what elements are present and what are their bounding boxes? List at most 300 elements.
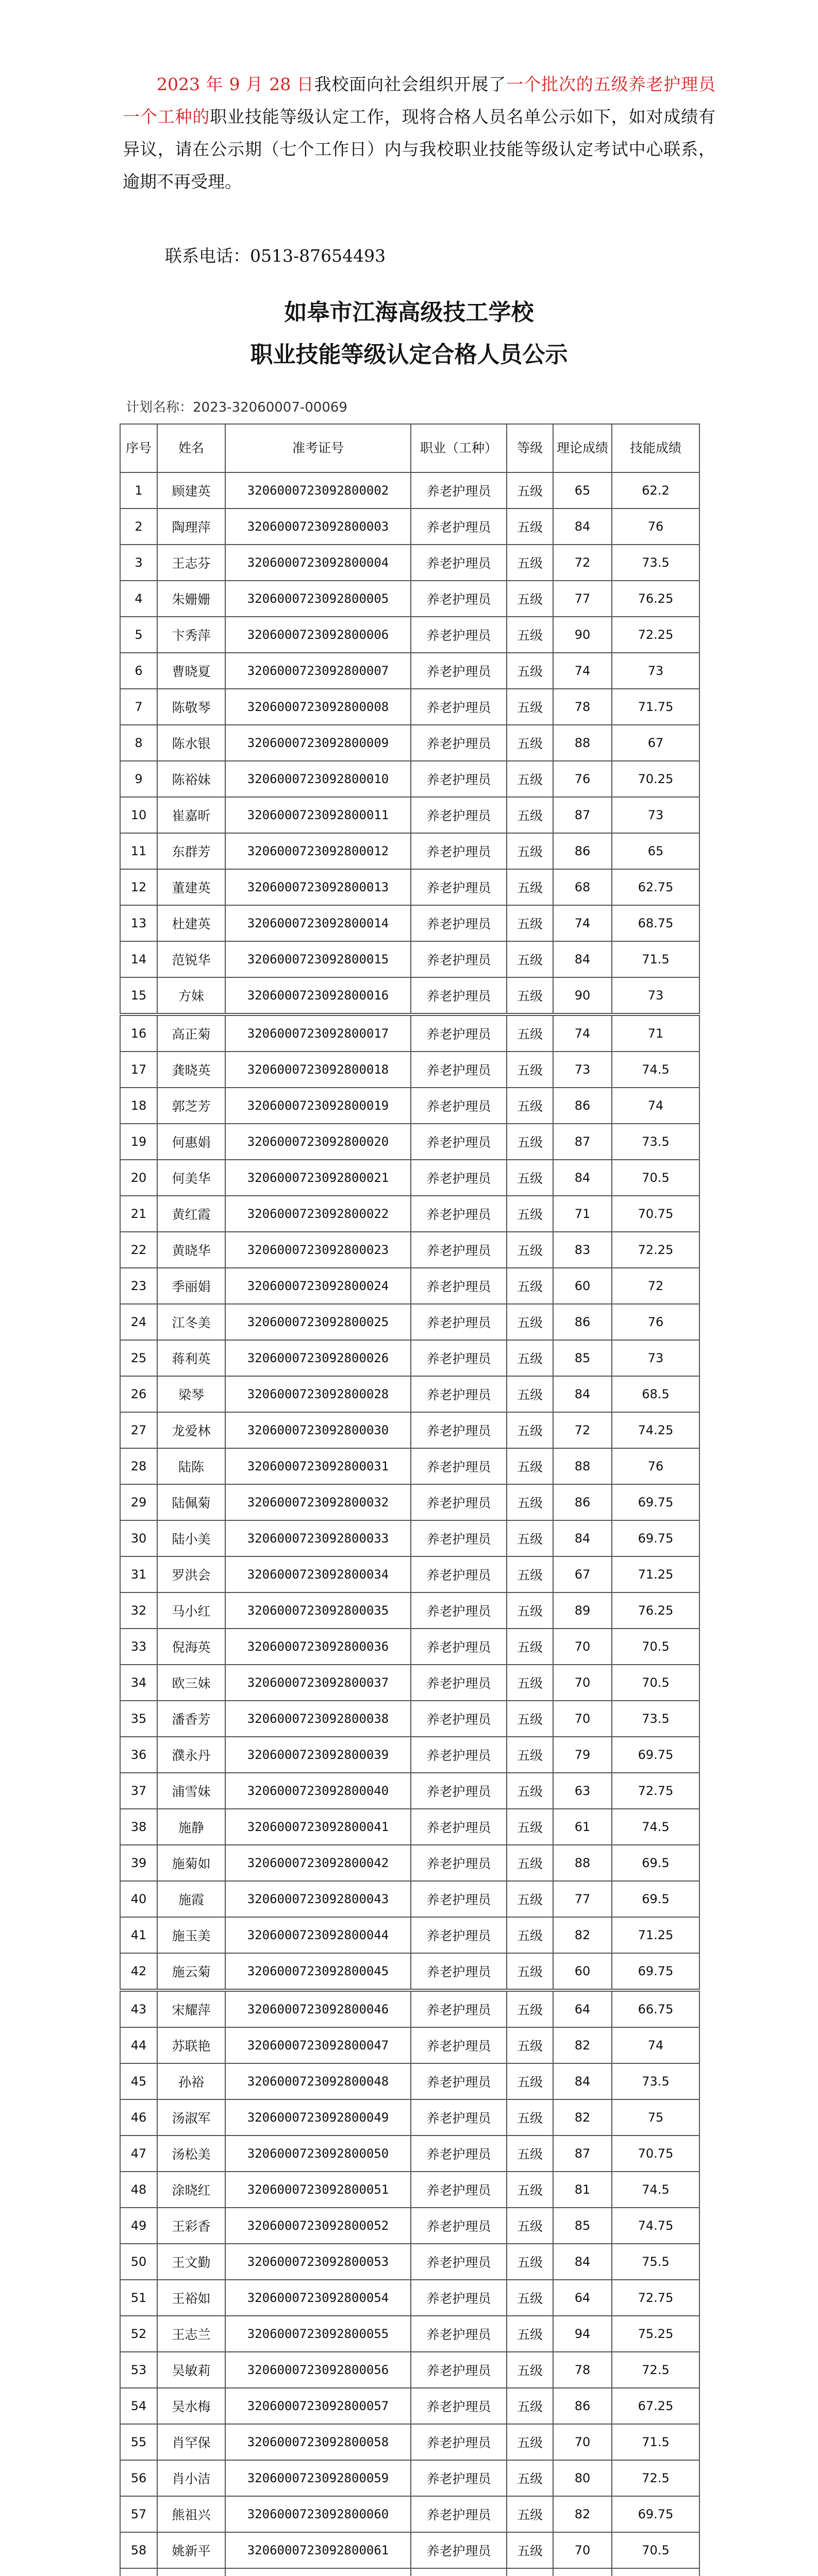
row-exam-number: 3206000723092800025 bbox=[225, 1304, 411, 1340]
row-skill-score: 73.5 bbox=[612, 2063, 699, 2099]
row-name: 郭芝芳 bbox=[157, 1088, 225, 1124]
row-name: 施云菊 bbox=[157, 1953, 225, 1990]
row-theory-score: 84 bbox=[553, 1160, 612, 1196]
row-name: 吴敏莉 bbox=[157, 2352, 225, 2388]
table-row bbox=[120, 1232, 699, 1268]
row-exam-number: 3206000723092800052 bbox=[225, 2208, 411, 2244]
row-seq: 51 bbox=[120, 2280, 157, 2316]
row-theory-score: 72 bbox=[553, 545, 612, 581]
row-occupation: 养老护理员 bbox=[411, 617, 507, 653]
row-theory-score: 60 bbox=[553, 1953, 612, 1990]
row-theory-score: 86 bbox=[553, 1484, 612, 1520]
row-theory-score: 73 bbox=[553, 1052, 612, 1088]
row-level: 五级 bbox=[507, 2027, 553, 2063]
row-name: 黄红霞 bbox=[157, 1196, 225, 1232]
table-row bbox=[120, 1845, 699, 1881]
row-occupation: 养老护理员 bbox=[411, 689, 507, 725]
row-level: 五级 bbox=[507, 797, 553, 833]
table-row bbox=[120, 1990, 699, 2027]
row-seq: 28 bbox=[120, 1448, 157, 1484]
row-level: 五级 bbox=[507, 545, 553, 581]
row-theory-score: 84 bbox=[553, 941, 612, 977]
header-skill-score: 技能成绩 bbox=[612, 424, 699, 472]
row-name: 东群芳 bbox=[157, 833, 225, 869]
row-name: 王志兰 bbox=[157, 2316, 225, 2352]
table-row bbox=[120, 2424, 699, 2460]
row-exam-number: 3206000723092800055 bbox=[225, 2316, 411, 2352]
table-row bbox=[120, 2388, 699, 2424]
row-exam-number: 3206000723092800018 bbox=[225, 1052, 411, 1088]
row-seq: 27 bbox=[120, 1412, 157, 1448]
row-level: 五级 bbox=[507, 1773, 553, 1809]
row-theory-score: 88 bbox=[553, 1448, 612, 1484]
row-exam-number: 3206000723092800046 bbox=[225, 1990, 411, 2027]
row-occupation: 养老护理员 bbox=[411, 1196, 507, 1232]
row-theory-score bbox=[553, 2568, 612, 2576]
row-skill-score: 66.75 bbox=[612, 1990, 699, 2027]
row-occupation: 养老护理员 bbox=[411, 1268, 507, 1304]
row-skill-score: 71.25 bbox=[612, 1556, 699, 1592]
row-seq: 31 bbox=[120, 1556, 157, 1592]
row-occupation: 养老护理员 bbox=[411, 833, 507, 869]
row-exam-number: 3206000723092800014 bbox=[225, 905, 411, 941]
row-occupation: 养老护理员 bbox=[411, 472, 507, 509]
row-exam-number: 3206000723092800030 bbox=[225, 1412, 411, 1448]
row-theory-score: 85 bbox=[553, 1340, 612, 1376]
notice-text-2: 职业技能等级认定工作，现将合格人员名单公示如下，如对成绩有异议，请在公示期（七个工作日）内与我校职业技能等级认定考试中心联系，逾期不再受理。 bbox=[123, 107, 716, 192]
row-name: 陆陈 bbox=[157, 1448, 225, 1484]
row-occupation: 养老护理员 bbox=[411, 977, 507, 1014]
row-level: 五级 bbox=[507, 689, 553, 725]
row-theory-score: 70 bbox=[553, 2532, 612, 2568]
table-row bbox=[120, 1953, 699, 1990]
row-exam-number: 3206000723092800015 bbox=[225, 941, 411, 977]
table-row bbox=[120, 1665, 699, 1701]
row-name: 龚晓英 bbox=[157, 1052, 225, 1088]
row-name: 施菊如 bbox=[157, 1845, 225, 1881]
row-skill-score: 76 bbox=[612, 1448, 699, 1484]
row-skill-score: 74 bbox=[612, 2027, 699, 2063]
row-theory-score: 87 bbox=[553, 797, 612, 833]
row-skill-score bbox=[612, 2568, 699, 2576]
row-occupation: 养老护理员 bbox=[411, 2352, 507, 2388]
row-level: 五级 bbox=[507, 2388, 553, 2424]
row-exam-number: 3206000723092800007 bbox=[225, 653, 411, 689]
table-row bbox=[120, 1196, 699, 1232]
row-skill-score: 69.5 bbox=[612, 1881, 699, 1917]
row-level: 五级 bbox=[507, 2172, 553, 2208]
row-theory-score: 90 bbox=[553, 977, 612, 1014]
table-row bbox=[120, 2099, 699, 2136]
row-level: 五级 bbox=[507, 509, 553, 545]
row-theory-score: 70 bbox=[553, 1629, 612, 1665]
row-level: 五级 bbox=[507, 2496, 553, 2532]
contact-phone: 联系电话：0513-87654493 bbox=[165, 246, 386, 266]
table-row bbox=[120, 2460, 699, 2496]
row-seq: 26 bbox=[120, 1376, 157, 1412]
row-skill-score: 71.5 bbox=[612, 941, 699, 977]
row-skill-score: 70.25 bbox=[612, 761, 699, 797]
row-exam-number: 3206000723092800028 bbox=[225, 1376, 411, 1412]
row-level: 五级 bbox=[507, 1196, 553, 1232]
row-name: 龙爱林 bbox=[157, 1412, 225, 1448]
row-theory-score: 86 bbox=[553, 1088, 612, 1124]
row-name: 汤淑军 bbox=[157, 2099, 225, 2136]
row-level: 五级 bbox=[507, 2063, 553, 2099]
row-skill-score: 72 bbox=[612, 1268, 699, 1304]
row-skill-score: 71.5 bbox=[612, 2424, 699, 2460]
row-occupation: 养老护理员 bbox=[411, 2532, 507, 2568]
row-exam-number: 3206000723092800013 bbox=[225, 869, 411, 905]
row-seq: 21 bbox=[120, 1196, 157, 1232]
row-seq: 12 bbox=[120, 869, 157, 905]
row-level: 五级 bbox=[507, 2280, 553, 2316]
row-theory-score: 82 bbox=[553, 2027, 612, 2063]
row-exam-number: 3206000723092800041 bbox=[225, 1809, 411, 1845]
row-skill-score: 75.25 bbox=[612, 2316, 699, 2352]
row-exam-number: 3206000723092800037 bbox=[225, 1665, 411, 1701]
row-seq: 44 bbox=[120, 2027, 157, 2063]
table-row bbox=[120, 689, 699, 725]
row-occupation: 养老护理员 bbox=[411, 797, 507, 833]
row-theory-score: 78 bbox=[553, 2352, 612, 2388]
row-seq: 52 bbox=[120, 2316, 157, 2352]
row-level: 五级 bbox=[507, 1232, 553, 1268]
row-level: 五级 bbox=[507, 2316, 553, 2352]
row-skill-score: 69.75 bbox=[612, 1520, 699, 1556]
header-exam-number: 准考证号 bbox=[225, 424, 411, 472]
row-level: 五级 bbox=[507, 977, 553, 1014]
row-name: 董建英 bbox=[157, 869, 225, 905]
row-seq: 37 bbox=[120, 1773, 157, 1809]
row-level: 五级 bbox=[507, 833, 553, 869]
row-theory-score: 76 bbox=[553, 761, 612, 797]
row-skill-score: 62.2 bbox=[612, 472, 699, 509]
row-name: 浦雪妹 bbox=[157, 1773, 225, 1809]
row-seq: 38 bbox=[120, 1809, 157, 1845]
row-exam-number: 3206000723092800057 bbox=[225, 2388, 411, 2424]
table-row bbox=[120, 1268, 699, 1304]
row-level: 五级 bbox=[507, 1484, 553, 1520]
table-row bbox=[120, 2063, 699, 2099]
table-header-row bbox=[120, 424, 699, 472]
row-seq: 47 bbox=[120, 2136, 157, 2172]
row-theory-score: 84 bbox=[553, 2244, 612, 2280]
row-theory-score: 65 bbox=[553, 472, 612, 509]
row-level: 五级 bbox=[507, 1556, 553, 1592]
row-theory-score: 84 bbox=[553, 509, 612, 545]
row-occupation: 养老护理员 bbox=[411, 1124, 507, 1160]
table-row bbox=[120, 2208, 699, 2244]
notice-highlight: 一个批次的五级养老护理员一个工种的 bbox=[123, 74, 716, 127]
row-theory-score: 70 bbox=[553, 1701, 612, 1737]
row-occupation bbox=[411, 2568, 507, 2576]
row-seq: 42 bbox=[120, 1953, 157, 1990]
table-row bbox=[120, 941, 699, 977]
row-name: 梁琴 bbox=[157, 1376, 225, 1412]
row-exam-number: 3206000723092800020 bbox=[225, 1124, 411, 1160]
table-row bbox=[120, 1052, 699, 1088]
row-exam-number: 3206000723092800060 bbox=[225, 2496, 411, 2532]
row-occupation: 养老护理员 bbox=[411, 1881, 507, 1917]
row-name: 施霞 bbox=[157, 1881, 225, 1917]
row-level: 五级 bbox=[507, 2460, 553, 2496]
row-level: 五级 bbox=[507, 1340, 553, 1376]
row-exam-number: 3206000723092800050 bbox=[225, 2136, 411, 2172]
row-exam-number: 3206000723092800031 bbox=[225, 1448, 411, 1484]
plan-name: 计划名称：2023-32060007-00069 bbox=[126, 400, 347, 415]
row-occupation: 养老护理员 bbox=[411, 2316, 507, 2352]
qualified-personnel-table bbox=[120, 423, 700, 2576]
row-exam-number: 3206000723092800006 bbox=[225, 617, 411, 653]
row-theory-score: 82 bbox=[553, 2099, 612, 2136]
row-exam-number: 3206000723092800039 bbox=[225, 1737, 411, 1773]
row-theory-score: 87 bbox=[553, 1124, 612, 1160]
row-name: 季丽娟 bbox=[157, 1268, 225, 1304]
row-name: 范锐华 bbox=[157, 941, 225, 977]
row-theory-score: 86 bbox=[553, 2388, 612, 2424]
row-skill-score: 65 bbox=[612, 833, 699, 869]
row-theory-score: 83 bbox=[553, 1232, 612, 1268]
row-skill-score: 71 bbox=[612, 1014, 699, 1052]
row-skill-score: 74.25 bbox=[612, 1412, 699, 1448]
table-row bbox=[120, 1376, 699, 1412]
row-theory-score: 74 bbox=[553, 905, 612, 941]
row-level: 五级 bbox=[507, 2424, 553, 2460]
row-name: 方妹 bbox=[157, 977, 225, 1014]
table-row bbox=[120, 977, 699, 1014]
row-seq: 19 bbox=[120, 1124, 157, 1160]
row-seq: 5 bbox=[120, 617, 157, 653]
row-seq: 50 bbox=[120, 2244, 157, 2280]
row-skill-score: 72.5 bbox=[612, 2460, 699, 2496]
table-row bbox=[120, 2027, 699, 2063]
row-level: 五级 bbox=[507, 1881, 553, 1917]
row-exam-number: 3206000723092800011 bbox=[225, 797, 411, 833]
row-theory-score: 87 bbox=[553, 2136, 612, 2172]
row-theory-score: 64 bbox=[553, 2280, 612, 2316]
row-occupation: 养老护理员 bbox=[411, 1953, 507, 1990]
row-level: 五级 bbox=[507, 1052, 553, 1088]
row-skill-score: 74.5 bbox=[612, 2172, 699, 2208]
row-skill-score: 70.5 bbox=[612, 1665, 699, 1701]
row-theory-score: 67 bbox=[553, 1556, 612, 1592]
row-seq: 35 bbox=[120, 1701, 157, 1737]
row-name: 涂晓红 bbox=[157, 2172, 225, 2208]
row-skill-score: 70.5 bbox=[612, 2532, 699, 2568]
table-row bbox=[120, 1809, 699, 1845]
row-exam-number: 3206000723092800043 bbox=[225, 1881, 411, 1917]
row-exam-number: 3206000723092800033 bbox=[225, 1520, 411, 1556]
row-name: 施玉美 bbox=[157, 1917, 225, 1953]
row-name: 施静 bbox=[157, 1809, 225, 1845]
row-name: 何惠娟 bbox=[157, 1124, 225, 1160]
row-name: 欧三妹 bbox=[157, 1665, 225, 1701]
row-name: 熊祖兴 bbox=[157, 2496, 225, 2532]
row-name: 卞秀萍 bbox=[157, 617, 225, 653]
notice-date: 2023 年 9 月 28 日 bbox=[157, 74, 314, 94]
row-skill-score: 76 bbox=[612, 509, 699, 545]
row-exam-number: 3206000723092800061 bbox=[225, 2532, 411, 2568]
row-seq: 17 bbox=[120, 1052, 157, 1088]
row-name: 罗洪会 bbox=[157, 1556, 225, 1592]
row-seq: 41 bbox=[120, 1917, 157, 1953]
row-theory-score: 79 bbox=[553, 1737, 612, 1773]
row-seq: 25 bbox=[120, 1340, 157, 1376]
table-row bbox=[120, 797, 699, 833]
row-occupation: 养老护理员 bbox=[411, 1737, 507, 1773]
table-row bbox=[120, 1160, 699, 1196]
row-exam-number: 3206000723092800053 bbox=[225, 2244, 411, 2280]
header-theory-score: 理论成绩 bbox=[553, 424, 612, 472]
table-row bbox=[120, 581, 699, 617]
row-name: 顾建英 bbox=[157, 472, 225, 509]
row-seq: 24 bbox=[120, 1304, 157, 1340]
row-level: 五级 bbox=[507, 1520, 553, 1556]
row-occupation: 养老护理员 bbox=[411, 2460, 507, 2496]
row-occupation: 养老护理员 bbox=[411, 1917, 507, 1953]
row-skill-score: 73.5 bbox=[612, 545, 699, 581]
row-name: 杜建英 bbox=[157, 905, 225, 941]
row-name bbox=[157, 2568, 225, 2576]
row-name: 陈裕妹 bbox=[157, 761, 225, 797]
row-level: 五级 bbox=[507, 1124, 553, 1160]
row-occupation: 养老护理员 bbox=[411, 1665, 507, 1701]
row-skill-score: 73.5 bbox=[612, 1701, 699, 1737]
row-theory-score: 68 bbox=[553, 869, 612, 905]
row-skill-score: 72.25 bbox=[612, 617, 699, 653]
row-occupation: 养老护理员 bbox=[411, 2063, 507, 2099]
row-occupation: 养老护理员 bbox=[411, 1232, 507, 1268]
row-occupation: 养老护理员 bbox=[411, 1304, 507, 1340]
row-name: 江冬美 bbox=[157, 1304, 225, 1340]
row-level: 五级 bbox=[507, 617, 553, 653]
row-theory-score: 77 bbox=[553, 1881, 612, 1917]
row-skill-score: 76.25 bbox=[612, 1592, 699, 1629]
row-name: 汤松美 bbox=[157, 2136, 225, 2172]
row-theory-score: 78 bbox=[553, 689, 612, 725]
row-occupation: 养老护理员 bbox=[411, 1845, 507, 1881]
table-row bbox=[120, 1520, 699, 1556]
table-row bbox=[120, 1773, 699, 1809]
row-level bbox=[507, 2568, 553, 2576]
row-seq: 11 bbox=[120, 833, 157, 869]
row-exam-number: 3206000723092800056 bbox=[225, 2352, 411, 2388]
row-seq: 29 bbox=[120, 1484, 157, 1520]
row-level: 五级 bbox=[507, 725, 553, 761]
row-seq: 13 bbox=[120, 905, 157, 941]
table-row bbox=[120, 2244, 699, 2280]
row-seq: 55 bbox=[120, 2424, 157, 2460]
row-level: 五级 bbox=[507, 1845, 553, 1881]
row-occupation: 养老护理员 bbox=[411, 761, 507, 797]
table-row bbox=[120, 509, 699, 545]
row-exam-number: 3206000723092800051 bbox=[225, 2172, 411, 2208]
row-seq: 8 bbox=[120, 725, 157, 761]
row-theory-score: 81 bbox=[553, 2172, 612, 2208]
row-seq: 9 bbox=[120, 761, 157, 797]
row-occupation: 养老护理员 bbox=[411, 1376, 507, 1412]
row-skill-score: 73.5 bbox=[612, 1124, 699, 1160]
row-name: 肖罕保 bbox=[157, 2424, 225, 2460]
row-skill-score: 70.75 bbox=[612, 2136, 699, 2172]
table-row bbox=[120, 1556, 699, 1592]
row-occupation: 养老护理员 bbox=[411, 2280, 507, 2316]
row-occupation: 养老护理员 bbox=[411, 1701, 507, 1737]
row-occupation: 养老护理员 bbox=[411, 2388, 507, 2424]
row-level: 五级 bbox=[507, 1376, 553, 1412]
row-name: 孙裕 bbox=[157, 2063, 225, 2099]
row-name: 马小红 bbox=[157, 1592, 225, 1629]
row-level: 五级 bbox=[507, 2099, 553, 2136]
row-seq: 15 bbox=[120, 977, 157, 1014]
row-level: 五级 bbox=[507, 1701, 553, 1737]
row-exam-number: 3206000723092800002 bbox=[225, 472, 411, 509]
row-level: 五级 bbox=[507, 2244, 553, 2280]
row-skill-score: 74 bbox=[612, 1088, 699, 1124]
header-level: 等级 bbox=[507, 424, 553, 472]
row-level: 五级 bbox=[507, 472, 553, 509]
row-occupation: 养老护理员 bbox=[411, 1592, 507, 1629]
row-level: 五级 bbox=[507, 1304, 553, 1340]
row-exam-number: 3206000723092800054 bbox=[225, 2280, 411, 2316]
row-name: 何美华 bbox=[157, 1160, 225, 1196]
row-level: 五级 bbox=[507, 653, 553, 689]
row-skill-score: 70.5 bbox=[612, 1160, 699, 1196]
row-exam-number: 3206000723092800019 bbox=[225, 1088, 411, 1124]
row-occupation: 养老护理员 bbox=[411, 941, 507, 977]
table-row bbox=[120, 1088, 699, 1124]
row-level: 五级 bbox=[507, 1592, 553, 1629]
school-title: 如皋市江海高级技工学校 bbox=[284, 299, 534, 326]
row-theory-score: 70 bbox=[553, 1665, 612, 1701]
table-row bbox=[120, 653, 699, 689]
row-exam-number: 3206000723092800048 bbox=[225, 2063, 411, 2099]
row-level: 五级 bbox=[507, 1412, 553, 1448]
table-row bbox=[120, 1304, 699, 1340]
notice-paragraph bbox=[123, 68, 715, 198]
row-skill-score: 72.75 bbox=[612, 2280, 699, 2316]
row-seq: 4 bbox=[120, 581, 157, 617]
row-seq: 23 bbox=[120, 1268, 157, 1304]
row-skill-score: 73 bbox=[612, 1340, 699, 1376]
row-occupation: 养老护理员 bbox=[411, 2244, 507, 2280]
row-exam-number: 3206000723092800010 bbox=[225, 761, 411, 797]
row-theory-score: 88 bbox=[553, 725, 612, 761]
table-row bbox=[120, 725, 699, 761]
row-theory-score: 71 bbox=[553, 1196, 612, 1232]
row-occupation: 养老护理员 bbox=[411, 1484, 507, 1520]
row-level: 五级 bbox=[507, 2532, 553, 2568]
row-exam-number: 3206000723092800038 bbox=[225, 1701, 411, 1737]
row-occupation: 养老护理员 bbox=[411, 2136, 507, 2172]
row-name: 苏联艳 bbox=[157, 2027, 225, 2063]
row-skill-score: 68.5 bbox=[612, 1376, 699, 1412]
row-name: 曹晓夏 bbox=[157, 653, 225, 689]
row-seq: 53 bbox=[120, 2352, 157, 2388]
row-name: 宋耀萍 bbox=[157, 1990, 225, 2027]
row-occupation: 养老护理员 bbox=[411, 869, 507, 905]
row-occupation: 养老护理员 bbox=[411, 2208, 507, 2244]
row-occupation: 养老护理员 bbox=[411, 2424, 507, 2460]
row-name: 王彩香 bbox=[157, 2208, 225, 2244]
row-level: 五级 bbox=[507, 1268, 553, 1304]
row-level: 五级 bbox=[507, 1160, 553, 1196]
header-name: 姓名 bbox=[157, 424, 225, 472]
table-row bbox=[120, 1629, 699, 1665]
row-skill-score: 73 bbox=[612, 977, 699, 1014]
row-skill-score: 76 bbox=[612, 1304, 699, 1340]
